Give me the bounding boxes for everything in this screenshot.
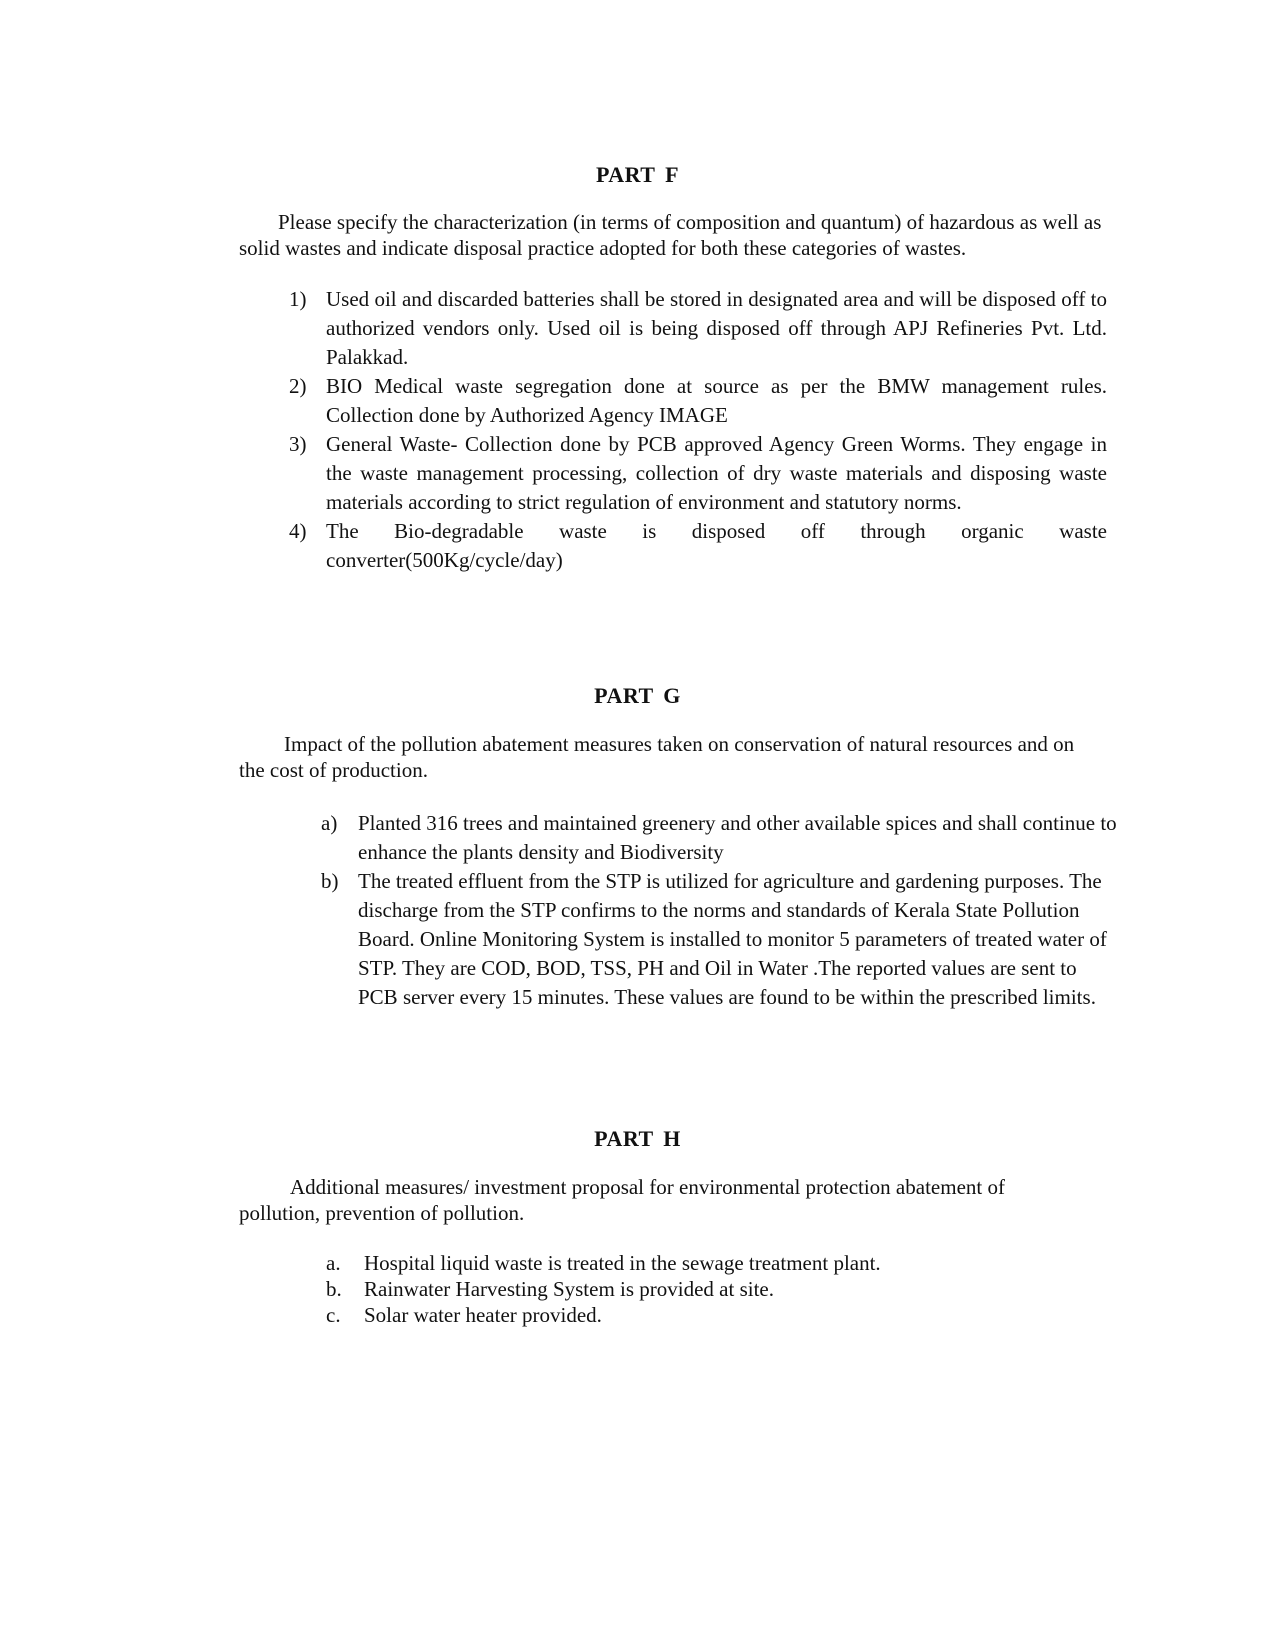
list-item-text: The treated effluent from the STP is utilized for agriculture and gardening purposes. The discharge from the STP confirms to the norms and standards of Kerala State Pollution Board. Online Monitoring System is installed to monitor 5 parameters of treated water of STP. They are COD, BOD, TSS, PH and Oil in Water .The reported values are sent to PCB server every 15 minutes. These values are found to be within the prescribed limits. xyxy=(358,869,1107,1009)
part-f-list xyxy=(289,285,1107,575)
list-item xyxy=(289,285,1107,372)
list-item-text: BIO Medical waste segregation done at source as per the BMW management rules. Collection done by Authorized Agency IMAGE xyxy=(326,374,1107,427)
list-item xyxy=(321,809,1121,867)
list-marker: a. xyxy=(326,1251,341,1275)
list-marker: b. xyxy=(326,1277,342,1301)
list-marker: b) xyxy=(321,869,339,893)
list-item-text: Solar water heater provided. xyxy=(364,1303,602,1327)
list-item xyxy=(289,372,1107,430)
part-f-heading: PART F xyxy=(595,162,680,187)
list-item xyxy=(289,517,1107,575)
list-marker: a) xyxy=(321,811,338,835)
part-h-intro: Additional measures/ investment proposal for environmental protection abatement of pollution, prevention of pollution. xyxy=(239,1175,1005,1225)
list-item xyxy=(326,1276,1086,1302)
part-g-intro: Impact of the pollution abatement measures taken on conservation of natural resources and on the cost of production. xyxy=(239,732,1075,782)
list-item-text-line1: The Bio-degradable waste is disposed off through organic waste xyxy=(326,519,1107,543)
list-item-text: Used oil and discarded batteries shall be stored in designated area and will be disposed off to authorized vendors only. Used oil is being disposed off through APJ Refineries Pvt. Ltd. Palakkad. xyxy=(326,287,1107,369)
list-item-text: Rainwater Harvesting System is provided at site. xyxy=(364,1277,775,1301)
list-item xyxy=(289,430,1107,517)
part-g-heading: PART G xyxy=(594,683,681,708)
list-item-text: General Waste- Collection done by PCB approved Agency Green Worms. They engage in the waste management processing, collection of dry waste materials and disposing waste materials according to strict regulation of environment and statutory norms. xyxy=(326,432,1107,514)
list-item xyxy=(326,1302,1086,1328)
part-h-list xyxy=(326,1250,1086,1328)
list-marker: 2) xyxy=(289,374,307,398)
list-marker: 3) xyxy=(289,432,307,456)
list-item xyxy=(321,867,1121,1012)
part-h-heading: PART H xyxy=(594,1126,681,1151)
list-item-text-line2: converter(500Kg/cycle/day) xyxy=(326,548,563,572)
list-marker: 1) xyxy=(289,287,307,311)
list-marker: 4) xyxy=(289,519,307,543)
list-item-text: Hospital liquid waste is treated in the sewage treatment plant. xyxy=(364,1251,881,1275)
part-g-list xyxy=(321,809,1121,1012)
list-item xyxy=(326,1250,1086,1276)
list-marker: c. xyxy=(326,1303,341,1327)
list-item-text: Planted 316 trees and maintained greenery and other available spices and shall continue to enhance the plants density and Biodiversity xyxy=(358,811,1117,864)
part-f-intro: Please specify the characterization (in terms of composition and quantum) of hazardous as well as solid wastes and indicate disposal practice adopted for both these categories of wastes. xyxy=(239,210,1102,260)
